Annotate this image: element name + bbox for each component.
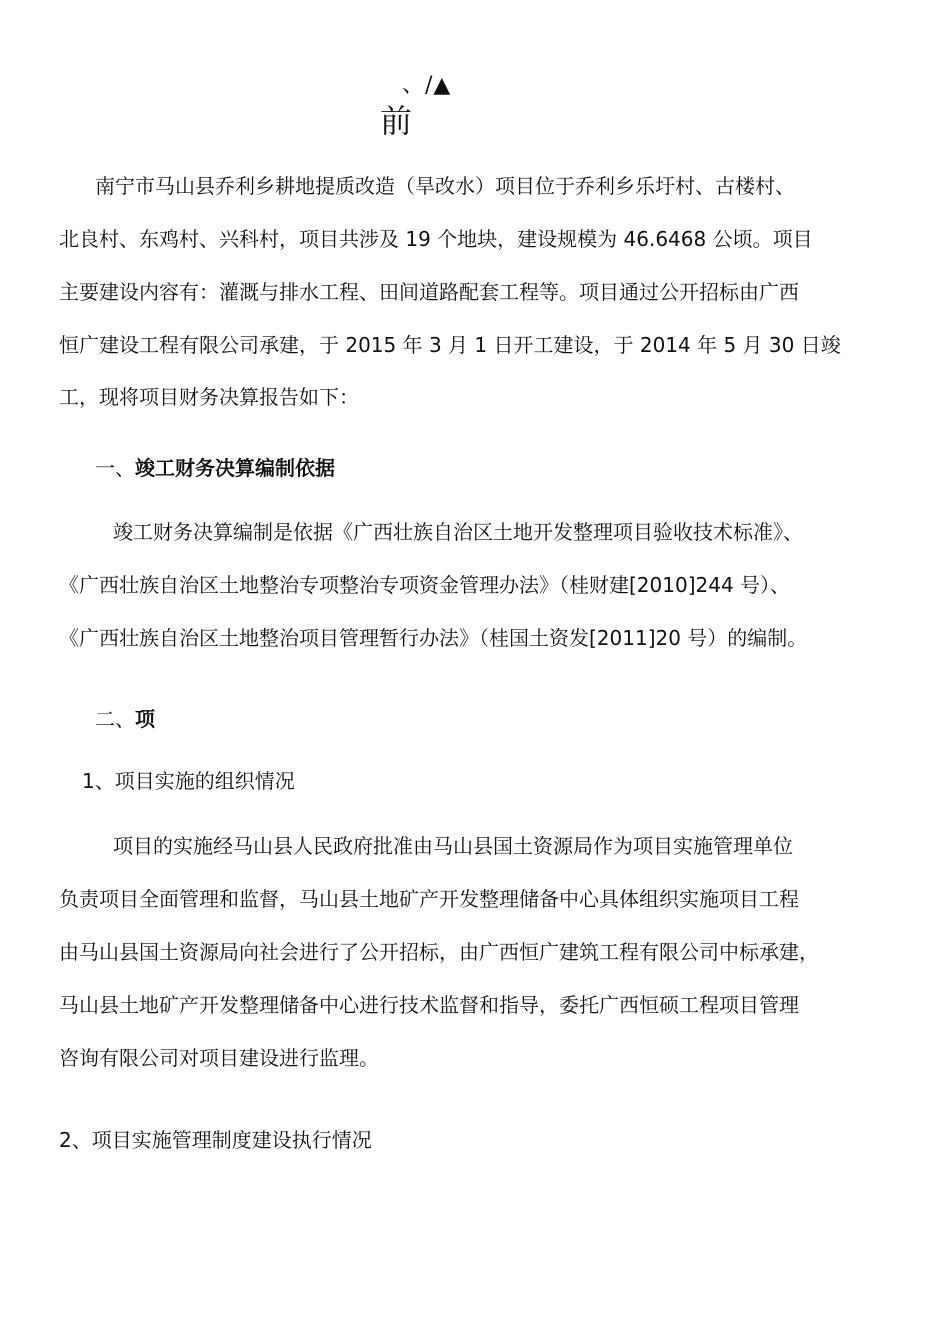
section1-line-2: 《广西壮族自治区土地整治专项整治专项资金管理办法》（桂财建[2010]244 号）、 bbox=[59, 573, 791, 597]
section1-line-1: 竣工财务决算编制是依据《广西壮族自治区土地开发整理项目验收技术标准》、 bbox=[113, 520, 803, 544]
section1-heading-prefix: 一、 bbox=[95, 456, 135, 480]
sub1-line-5: 咨询有限公司对项目建设进行监理。 bbox=[59, 1046, 379, 1070]
intro-line-2: 北良村、东鸡村、兴科村，项目共涉及 19 个地块，建设规模为 46.6468 公顷。项目 bbox=[59, 227, 813, 251]
section2-heading bbox=[95, 705, 155, 733]
intro-line-3: 主要建设内容有：灌溉与排水工程、田间道路配套工程等。项目通过公开招标由广西 bbox=[59, 280, 799, 304]
sub1-line-4: 马山县土地矿产开发整理储备中心进行技术监督和指导，委托广西恒硕工程项目管理 bbox=[59, 993, 799, 1017]
section1-heading bbox=[95, 454, 335, 482]
section2-heading-prefix: 二、 bbox=[95, 707, 135, 731]
section2-heading-text: 项 bbox=[135, 707, 155, 731]
intro-line-5: 工，现将项目财务决算报告如下： bbox=[59, 385, 359, 409]
section2-sub1-title: 1、项目实施的组织情况 bbox=[82, 769, 295, 793]
section1-heading-text: 竣工财务决算编制依据 bbox=[135, 456, 335, 480]
sub1-line-1: 项目的实施经马山县人民政府批准由马山县国土资源局作为项目实施管理单位 bbox=[113, 834, 793, 858]
sub1-line-3: 由马山县国土资源局向社会进行了公开招标，由广西恒广建筑工程有限公司中标承建， bbox=[59, 940, 819, 964]
page-title: 前 bbox=[380, 102, 413, 140]
intro-line-4: 恒广建设工程有限公司承建，于 2015 年 3 月 1 日开工建设，于 2014 年 5 月 30 日竣 bbox=[59, 333, 841, 357]
intro-line-1: 南宁市马山县乔利乡耕地提质改造（旱改水）项目位于乔利乡乐圩村、古楼村、 bbox=[95, 174, 795, 198]
header-mark: 、/▲ bbox=[402, 73, 452, 98]
section2-sub2-title: 2、项目实施管理制度建设执行情况 bbox=[59, 1128, 372, 1152]
section1-line-3: 《广西壮族自治区土地整治项目管理暂行办法》（桂国土资发[2011]20 号）的编制。 bbox=[59, 626, 808, 650]
sub1-line-2: 负责项目全面管理和监督，马山县土地矿产开发整理储备中心具体组织实施项目工程 bbox=[59, 887, 799, 911]
